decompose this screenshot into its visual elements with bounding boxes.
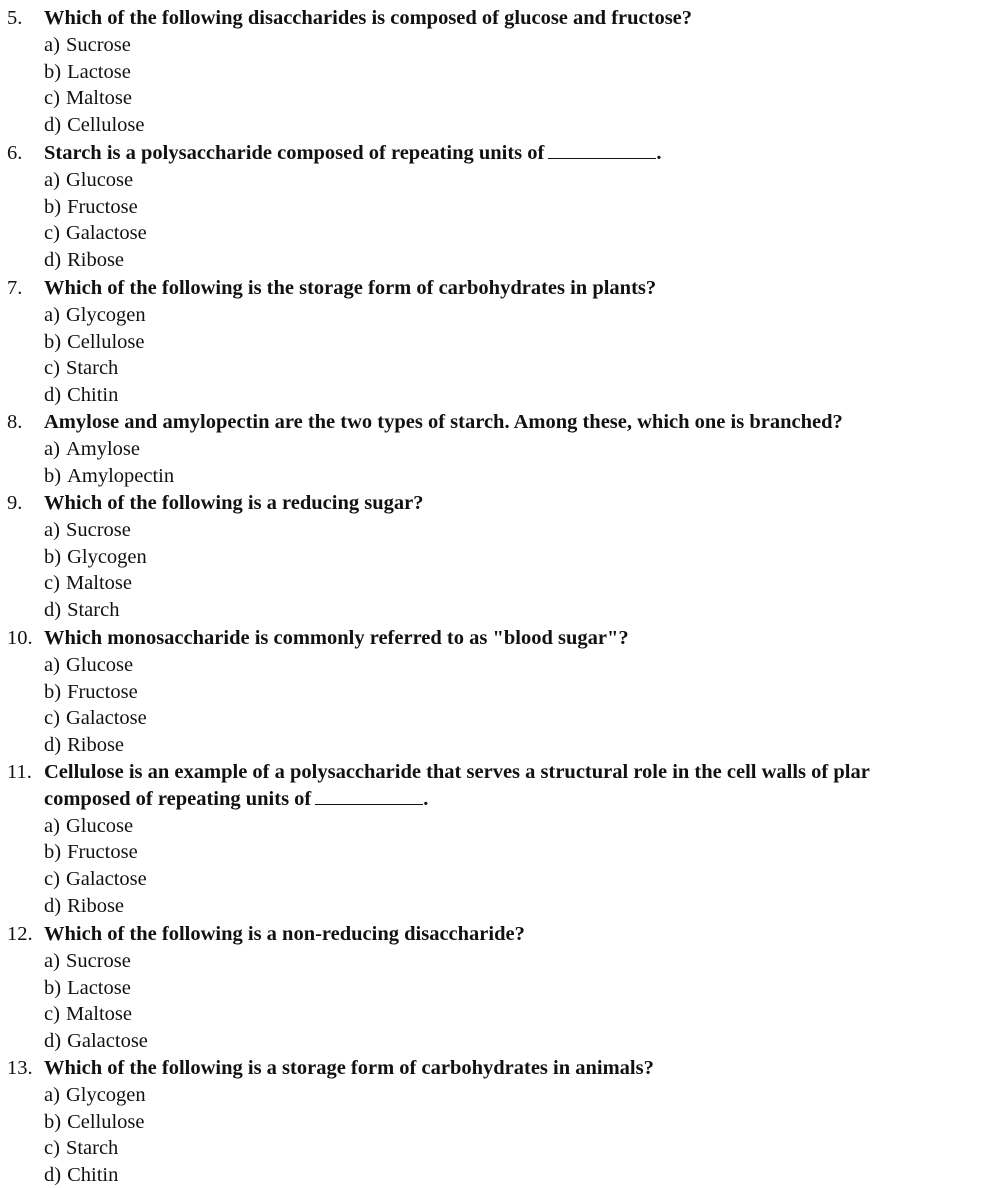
option-list — [0, 517, 983, 624]
option-c: c) Galactose — [44, 707, 147, 730]
question-number: 9. — [7, 492, 23, 514]
option-list — [0, 948, 983, 1055]
question-12 — [0, 921, 983, 1055]
question-5 — [0, 5, 983, 139]
option-b: b) Amylopectin — [44, 464, 175, 487]
question-number: 13. — [7, 1057, 33, 1079]
question-stem — [0, 759, 983, 786]
option-b: b) Cellulose — [44, 330, 145, 353]
question-11 — [0, 759, 983, 920]
question-13 — [0, 1055, 983, 1188]
answer-blank — [548, 141, 656, 159]
question-number: 10. — [7, 627, 33, 649]
question-stem — [0, 625, 983, 652]
option-d: d) Chitin — [44, 1164, 119, 1187]
question-text: Cellulose is an example of a polysaccharide that serves a structural role in the cell walls of plar — [44, 761, 870, 783]
option-c: c) Maltose — [44, 1003, 132, 1026]
option-c: c) Galactose — [44, 222, 147, 245]
question-stem — [0, 140, 983, 167]
question-9 — [0, 490, 983, 624]
option-b: b) Lactose — [44, 60, 131, 83]
option-list — [0, 652, 983, 759]
option-d: d) Galactose — [44, 1030, 148, 1053]
option-d: d) Cellulose — [44, 114, 145, 137]
question-stem — [0, 5, 983, 32]
answer-blank — [315, 787, 423, 805]
question-8 — [0, 409, 983, 489]
option-b: b) Fructose — [44, 841, 138, 864]
question-stem-continued: composed of repeating units of . — [44, 787, 429, 810]
question-text: Which monosaccharide is commonly referred to as "blood sugar"? — [44, 627, 629, 649]
option-list — [0, 302, 983, 409]
option-c: c) Galactose — [44, 868, 147, 891]
question-number: 7. — [7, 277, 23, 299]
option-list — [0, 436, 983, 490]
option-b: b) Lactose — [44, 976, 131, 999]
option-b: b) Fructose — [44, 680, 138, 703]
option-a: a) Sucrose — [44, 33, 131, 56]
option-a: a) Amylose — [44, 437, 140, 460]
option-c: c) Starch — [44, 357, 119, 380]
question-text: Amylose and amylopectin are the two types of starch. Among these, which one is branched? — [44, 411, 843, 433]
option-a: a) Glycogen — [44, 303, 146, 326]
option-list — [0, 1082, 983, 1188]
question-number: 5. — [7, 7, 23, 29]
option-a: a) Sucrose — [44, 518, 131, 541]
question-text: Which of the following is a reducing sugar? — [44, 492, 424, 514]
question-number: 11. — [7, 761, 32, 783]
question-stem — [0, 1055, 983, 1082]
question-stem — [0, 921, 983, 948]
option-c: c) Maltose — [44, 87, 132, 110]
question-text: Which of the following is the storage form of carbohydrates in plants? — [44, 277, 657, 299]
question-number: 6. — [7, 142, 23, 164]
option-c: c) Starch — [44, 1137, 119, 1160]
question-10 — [0, 625, 983, 759]
option-b: b) Glycogen — [44, 545, 147, 568]
option-a: a) Glucose — [44, 814, 134, 837]
question-stem — [0, 490, 983, 517]
option-b: b) Cellulose — [44, 1110, 145, 1133]
option-list — [0, 32, 983, 139]
option-list — [0, 167, 983, 274]
question-text: Which of the following disaccharides is composed of glucose and fructose? — [44, 7, 693, 29]
option-d: d) Chitin — [44, 384, 119, 407]
question-text: Which of the following is a storage form of carbohydrates in animals? — [44, 1057, 654, 1079]
question-number: 8. — [7, 411, 23, 433]
option-d: d) Ribose — [44, 249, 125, 272]
question-6 — [0, 140, 983, 274]
option-b: b) Fructose — [44, 195, 138, 218]
option-c: c) Maltose — [44, 572, 132, 595]
option-d: d) Ribose — [44, 734, 125, 757]
question-number: 12. — [7, 923, 33, 945]
question-text: Which of the following is a non-reducing disaccharide? — [44, 923, 525, 945]
question-7 — [0, 275, 983, 409]
option-a: a) Glucose — [44, 653, 134, 676]
question-stem — [0, 409, 983, 436]
option-a: a) Glucose — [44, 168, 134, 191]
option-d: d) Ribose — [44, 894, 125, 917]
option-a: a) Glycogen — [44, 1083, 146, 1106]
question-text: Starch is a polysaccharide composed of repeating units of . — [44, 142, 662, 164]
option-list — [0, 813, 983, 920]
option-a: a) Sucrose — [44, 949, 131, 972]
option-d: d) Starch — [44, 599, 120, 622]
question-stem — [0, 275, 983, 302]
